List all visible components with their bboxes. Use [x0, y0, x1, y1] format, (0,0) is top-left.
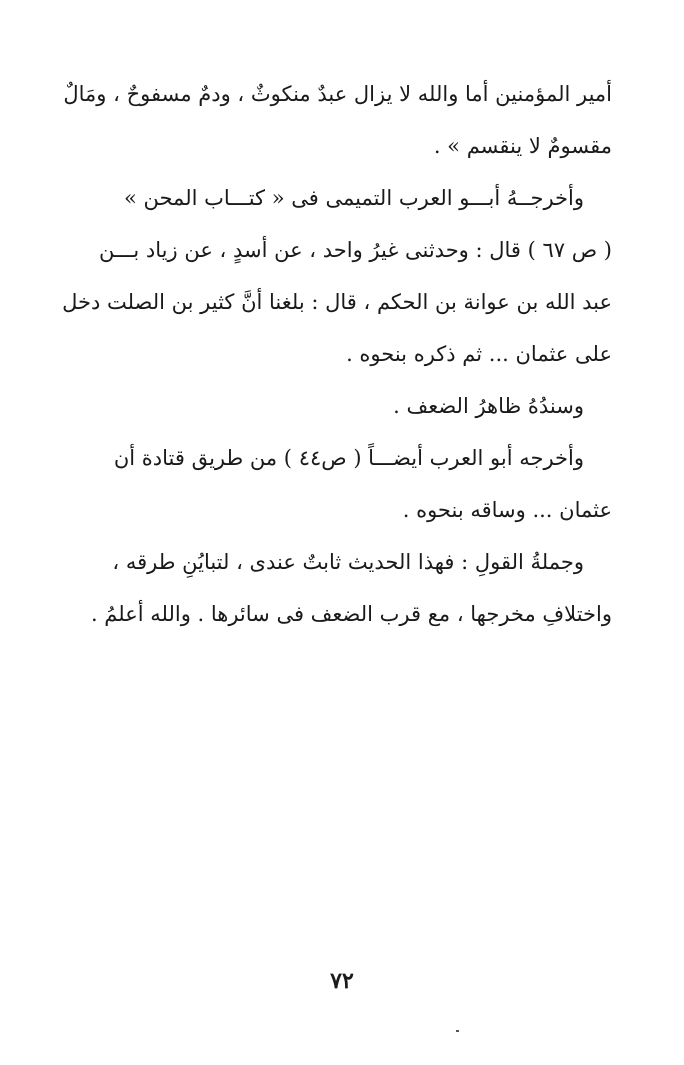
text-line: وجملةُ القولِ : فهذا الحديث ثابتٌ عندى ، لتبايُنِ طرقه ،: [112, 550, 584, 574]
text-line: عثمان ... وساقه بنحوه .: [402, 498, 612, 522]
scan-speck: [456, 1030, 459, 1032]
text-line: عبد الله بن عوانة بن الحكم ، قال : بلغنا أنَّ كثير بن الصلت دخل: [62, 290, 612, 314]
page-number: ٧٢: [330, 968, 354, 994]
text-line: واختلافِ مخرجها ، مع قرب الضعف فى سائرها . والله أعلمُ .: [90, 602, 612, 626]
text-line: وأخرجــهُ أبـــو العرب التميمى فى « كتـــاب المحن »: [123, 186, 584, 210]
body-text: [52, 68, 612, 640]
text-line: وأخرجه أبو العرب أيضـــاً ( ص٤٤ ) من طريق قتادة أن: [113, 446, 584, 470]
text-line: أمير المؤمنين أما والله لا يزال عبدٌ منكوثٌ ، ودمٌ مسفوحٌ ، ومَالٌ: [63, 82, 612, 106]
text-line: وسندُهُ ظاهرُ الضعف .: [393, 394, 584, 418]
text-line: ( ص ٦٧ ) قال : وحدثنى غيرُ واحد ، عن أسدٍ ، عن زياد بـــن: [98, 238, 612, 262]
text-line: مقسومٌ لا ينقسم » .: [433, 134, 612, 158]
text-line: على عثمان ... ثم ذكره بنحوه .: [346, 342, 612, 366]
